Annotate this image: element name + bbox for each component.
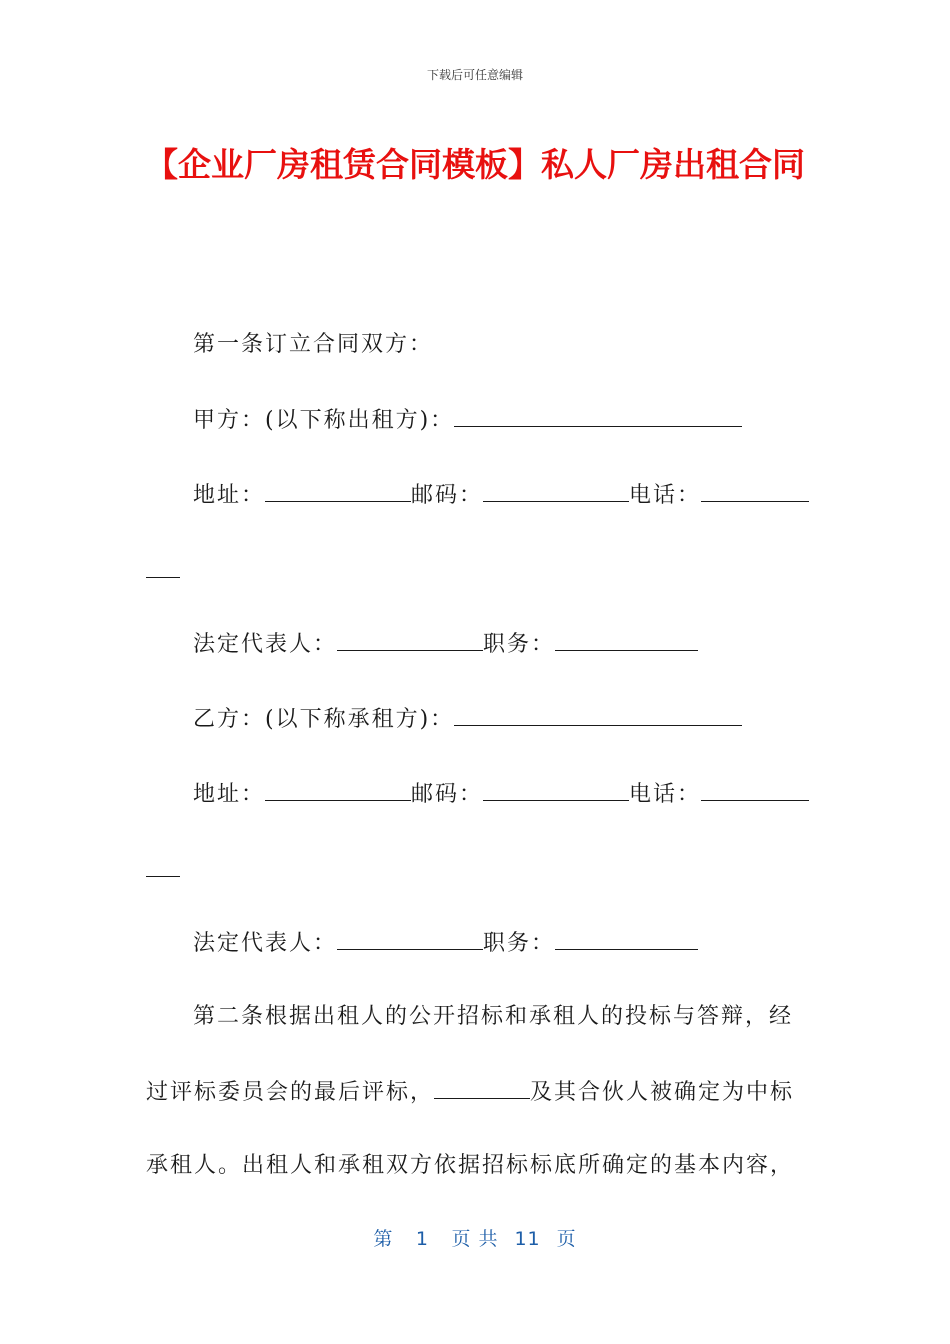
position-label: 职务：	[483, 931, 556, 956]
position-label: 职务：	[483, 632, 556, 657]
party-a-label: 甲方：(以下称出租方)：	[193, 408, 455, 433]
party-b-line	[193, 703, 742, 735]
address-label: 地址：	[193, 782, 266, 807]
page-suffix: 页	[556, 1228, 577, 1250]
phone-label: 电话：	[629, 782, 702, 807]
phone-blank-continuation	[146, 854, 180, 886]
document-title: 【企业厂房租赁合同模板】私人厂房出租合同	[145, 145, 805, 184]
phone-blank	[701, 479, 809, 502]
party-a-blank	[454, 404, 742, 427]
article-2-text-b: 及其合伙人被确定为中标	[530, 1080, 795, 1105]
postcode-label: 邮码：	[411, 483, 484, 508]
party-b-rep-line	[193, 927, 698, 959]
postcode-blank	[483, 479, 629, 502]
postcode-label: 邮码：	[411, 782, 484, 807]
party-b-blank	[454, 703, 742, 726]
winner-blank	[434, 1076, 530, 1099]
article-2-text-a: 过评标委员会的最后评标，	[146, 1080, 435, 1105]
article-2-line-2	[146, 1076, 794, 1108]
article-1-heading: 第一条订立合同双方：	[193, 332, 434, 357]
legal-rep-label: 法定代表人：	[193, 632, 338, 657]
page-mid: 页 共	[451, 1228, 499, 1250]
party-b-label: 乙方：(以下称承租方)：	[193, 707, 455, 732]
party-a-line	[193, 404, 742, 436]
page-prefix: 第	[373, 1228, 394, 1250]
party-a-rep-line	[193, 628, 698, 660]
address-blank	[265, 479, 411, 502]
phone-blank	[701, 778, 809, 801]
phone-blank-continuation	[146, 555, 180, 587]
phone-blank-tail	[146, 854, 180, 877]
phone-label: 电话：	[629, 483, 702, 508]
article-2-line-1: 第二条根据出租人的公开招标和承租人的投标与答辩，经	[193, 1004, 794, 1029]
article-2-line-3: 承租人。出租人和承租双方依据招标标底所确定的基本内容，	[146, 1153, 795, 1178]
legal-rep-label: 法定代表人：	[193, 931, 338, 956]
header-note: 下载后可任意编辑	[426, 68, 523, 82]
page-footer	[0, 1224, 950, 1251]
legal-rep-blank	[337, 927, 483, 950]
party-a-contact-line	[193, 479, 809, 511]
party-b-contact-line	[193, 778, 809, 810]
address-label: 地址：	[193, 483, 266, 508]
phone-blank-tail	[146, 555, 180, 578]
position-blank	[555, 927, 698, 950]
legal-rep-blank	[337, 628, 483, 651]
total-pages: 11	[514, 1228, 541, 1250]
address-blank	[265, 778, 411, 801]
position-blank	[555, 628, 698, 651]
page-number: 1	[415, 1228, 429, 1250]
postcode-blank	[483, 778, 629, 801]
